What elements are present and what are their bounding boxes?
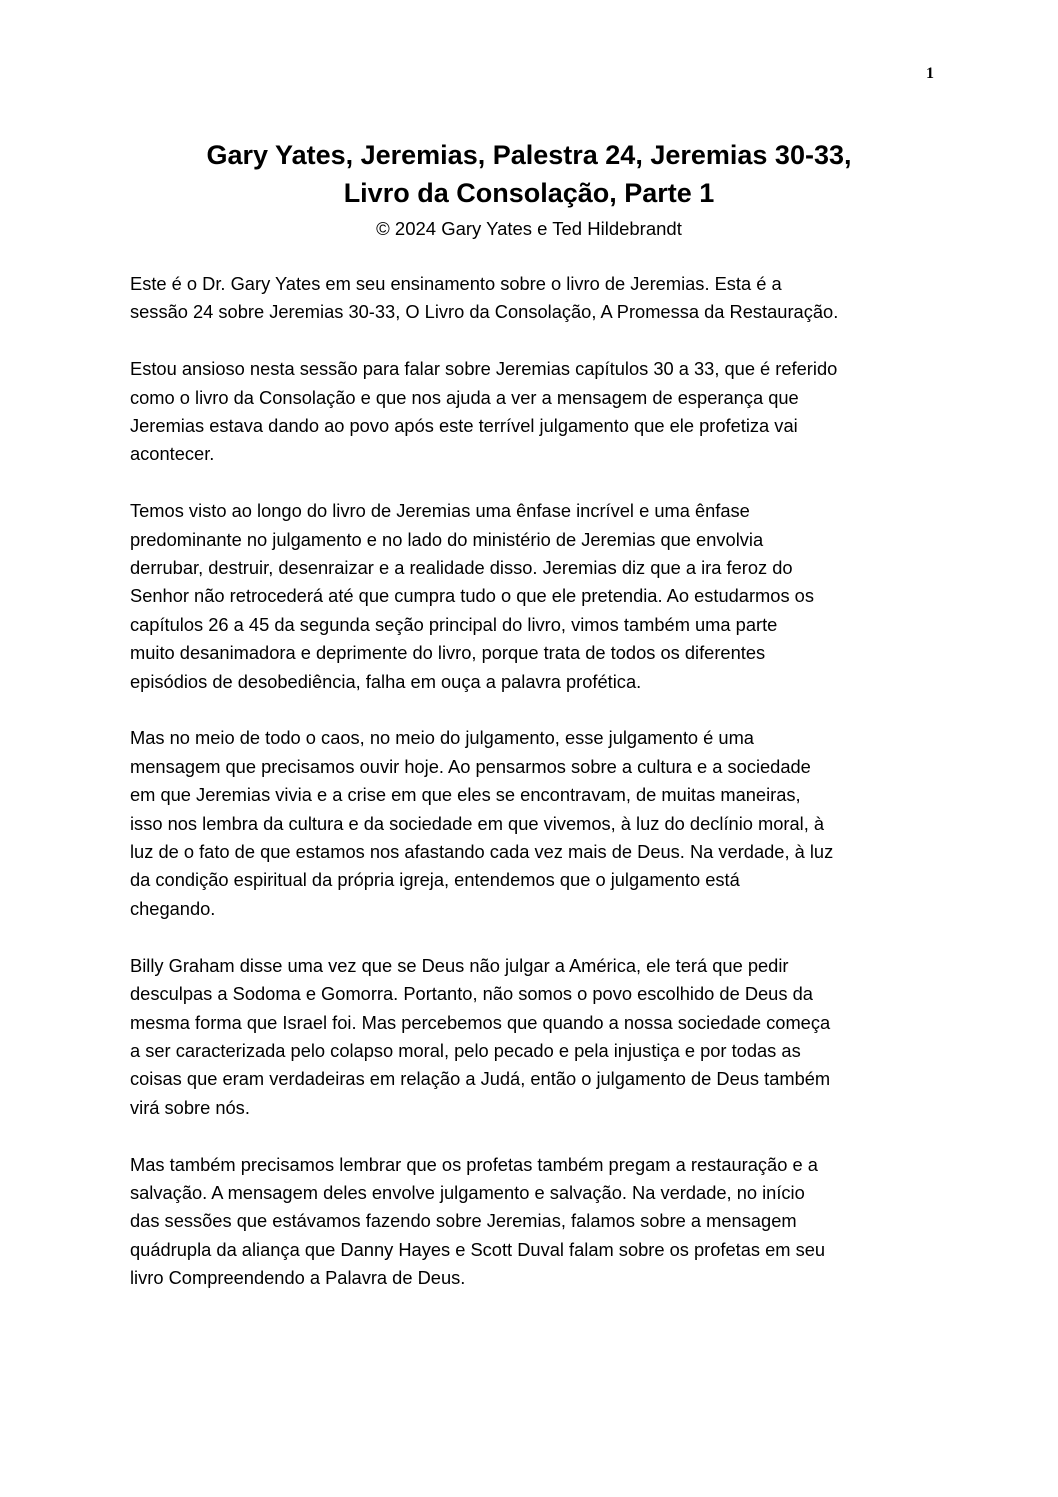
paragraph-line: mensagem que precisamos ouvir hoje. Ao pensarmos sobre a cultura e a sociedade — [130, 755, 811, 777]
paragraph-line: Estou ansioso nesta sessão para falar sobre Jeremias capítulos 30 a 33, que é referido — [130, 358, 838, 380]
page-number: 1 — [926, 65, 934, 82]
paragraph — [130, 952, 940, 1122]
paragraph — [130, 355, 940, 469]
paragraph-line: sessão 24 sobre Jeremias 30-33, O Livro da Consolação, A Promessa da Restauração. — [130, 301, 839, 323]
paragraph-line: Senhor não retrocederá até que cumpra tudo o que ele pretendia. Ao estudarmos os — [130, 585, 814, 607]
title-line-1: Gary Yates, Jeremias, Palestra 24, Jeremias 30-33, — [206, 140, 852, 170]
paragraph-line: Mas também precisamos lembrar que os profetas também pregam a restauração e a — [130, 1153, 818, 1175]
paragraph-line: luz de o fato de que estamos nos afastando cada vez mais de Deus. Na verdade, à luz — [130, 841, 834, 863]
paragraph-line: das sessões que estávamos fazendo sobre Jeremias, falamos sobre a mensagem — [130, 1210, 797, 1232]
paragraph-line: Jeremias estava dando ao povo após este terrível julgamento que ele profetiza vai — [130, 415, 798, 437]
copyright-notice: © 2024 Gary Yates e Ted Hildebrandt — [376, 218, 682, 239]
document-title — [127, 136, 931, 212]
paragraph-line: episódios de desobediência, falha em ouça a palavra profética. — [130, 670, 642, 692]
title-line-2: Livro da Consolação, Parte 1 — [343, 178, 715, 208]
paragraph — [130, 1151, 940, 1293]
paragraph-line: coisas que eram verdadeiras em relação a Judá, então o julgamento de Deus também — [130, 1068, 831, 1090]
paragraph-line: Mas no meio de todo o caos, no meio do julgamento, esse julgamento é uma — [130, 727, 754, 749]
paragraph-line: desculpas a Sodoma e Gomorra. Portanto, não somos o povo escolhido de Deus da — [130, 983, 813, 1005]
paragraph-line: derrubar, destruir, desenraizar e a realidade disso. Jeremias diz que a ira feroz do — [130, 557, 793, 579]
paragraph-line: chegando. — [130, 897, 216, 919]
paragraph-line: capítulos 26 a 45 da segunda seção principal do livro, vimos também uma parte — [130, 613, 778, 635]
paragraph-line: Temos visto ao longo do livro de Jeremias uma ênfase incrível e uma ênfase — [130, 500, 750, 522]
paragraph-line: livro Compreendendo a Palavra de Deus. — [130, 1267, 466, 1289]
paragraph-line: isso nos lembra da cultura e da sociedade em que vivemos, à luz do declínio moral, à — [130, 812, 825, 834]
paragraph-line: a ser caracterizada pelo colapso moral, pelo pecado e pela injustiça e por todas as — [130, 1039, 801, 1061]
paragraph-line: Este é o Dr. Gary Yates em seu ensinamento sobre o livro de Jeremias. Esta é a — [130, 273, 782, 294]
paragraph-line: da condição espiritual da própria igreja, entendemos que o julgamento está — [130, 869, 740, 891]
paragraph-line: em que Jeremias vivia e a crise em que eles se encontravam, de muitas maneiras, — [130, 784, 801, 806]
paragraph-line: acontecer. — [130, 443, 215, 465]
paragraph-line: como o livro da Consolação e que nos ajuda a ver a mensagem de esperança que — [130, 386, 799, 408]
paragraph-line: Billy Graham disse uma vez que se Deus não julgar a América, ele terá que pedir — [130, 954, 789, 976]
document-body — [130, 270, 940, 1321]
paragraph-line: mesma forma que Israel foi. Mas percebemos que quando a nossa sociedade começa — [130, 1011, 831, 1033]
paragraph — [130, 270, 940, 327]
paragraph — [130, 497, 940, 696]
paragraph — [130, 724, 940, 923]
paragraph-line: salvação. A mensagem deles envolve julgamento e salvação. Na verdade, no início — [130, 1181, 805, 1203]
paragraph-line: quádrupla da aliança que Danny Hayes e Scott Duval falam sobre os profetas em seu — [130, 1238, 826, 1260]
paragraph-line: virá sobre nós. — [130, 1096, 250, 1118]
paragraph-line: predominante no julgamento e no lado do ministério de Jeremias que envolvia — [130, 528, 764, 550]
paragraph-line: muito desanimadora e deprimente do livro, porque trata de todos os diferentes — [130, 642, 766, 664]
